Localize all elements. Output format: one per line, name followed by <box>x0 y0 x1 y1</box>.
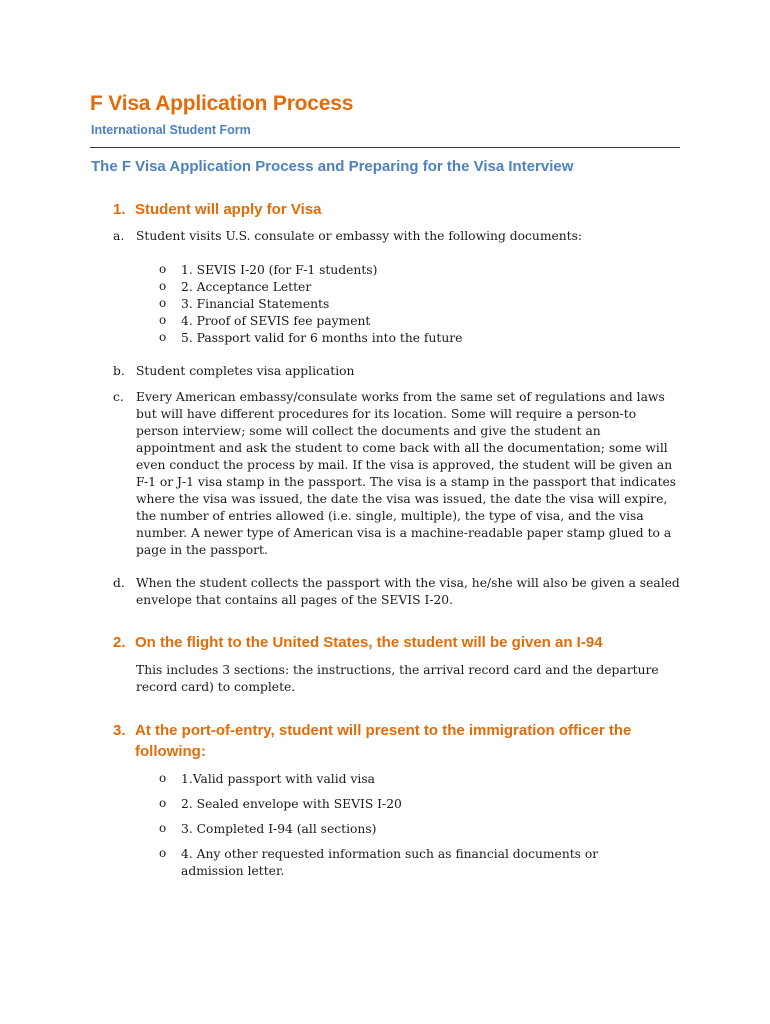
port-entry-text: 3. Completed I-94 (all sections) <box>181 822 377 836</box>
item-text: When the student collects the passport with the visa, he/she will also be given a sealed envelope that contains all pages of the SEVIS I-20. <box>136 576 680 607</box>
document-text: 5. Passport valid for 6 months into the future <box>181 331 463 345</box>
item-text: Every American embassy/consulate works from the same set of regulations and laws but will have different procedures for its location. Some will require a person-to person interview; some will collect the documents and give the student an appointment and ask the student to come back with all the documentation; some will even conduct the process by mail. If the visa is approved, the student will be given an F-1 or J-1 visa stamp in the passport. The visa is a stamp in the passport that indicates where the visa was issued, the date the visa was issued, the date the visa will expire, the number of entries allowed (i.e. single, multiple), the type of visa, and the visa number. A newer type of American visa is a machine-readable paper stamp glued to a page in the passport. <box>136 390 677 557</box>
bullet-mark: o <box>159 771 167 785</box>
bullet-mark: o <box>159 313 167 327</box>
section-title: The F Visa Application Process and Preparing for the Visa Interview <box>91 158 574 175</box>
step3-heading-text: At the port-of-entry, student will present to the immigration officer the following: <box>135 722 632 760</box>
document-title: F Visa Application Process <box>90 92 354 115</box>
bullet-mark: o <box>159 279 167 293</box>
port-entry-text: 2. Sealed envelope with SEVIS I-20 <box>181 797 402 811</box>
bullet-mark: o <box>159 846 167 860</box>
document-text: 4. Proof of SEVIS fee payment <box>181 314 371 328</box>
bullet-mark: o <box>159 262 167 276</box>
port-entry-text: 4. Any other requested information such as financial documents or admission letter. <box>181 847 599 878</box>
bullet-mark: o <box>159 821 167 835</box>
step2-body: This includes 3 sections: the instructions, the arrival record card and the departure record card) to complete. <box>136 663 659 694</box>
item-label: b. <box>113 364 125 378</box>
item-text: Student visits U.S. consulate or embassy with the following documents: <box>136 229 583 243</box>
step1-heading-text: Student will apply for Visa <box>135 201 322 218</box>
document-subtitle: International Student Form <box>91 123 251 137</box>
port-entry-text: 1.Valid passport with valid visa <box>181 772 375 786</box>
step2-number: 2. <box>113 634 126 651</box>
item-text: Student completes visa application <box>136 364 355 378</box>
step3-number: 3. <box>113 722 126 739</box>
bullet-mark: o <box>159 796 167 810</box>
bullet-mark: o <box>159 330 167 344</box>
item-label: c. <box>113 390 124 404</box>
step2-heading-text: On the flight to the United States, the student will be given an I-94 <box>135 634 603 651</box>
document-text: 1. SEVIS I-20 (for F-1 students) <box>181 263 378 277</box>
document-text: 3. Financial Statements <box>181 297 330 311</box>
item-label: d. <box>113 576 125 590</box>
item-label: a. <box>113 229 125 243</box>
step1-number: 1. <box>113 201 126 218</box>
document-text: 2. Acceptance Letter <box>181 280 312 294</box>
bullet-mark: o <box>159 296 167 310</box>
title-divider <box>90 147 680 148</box>
